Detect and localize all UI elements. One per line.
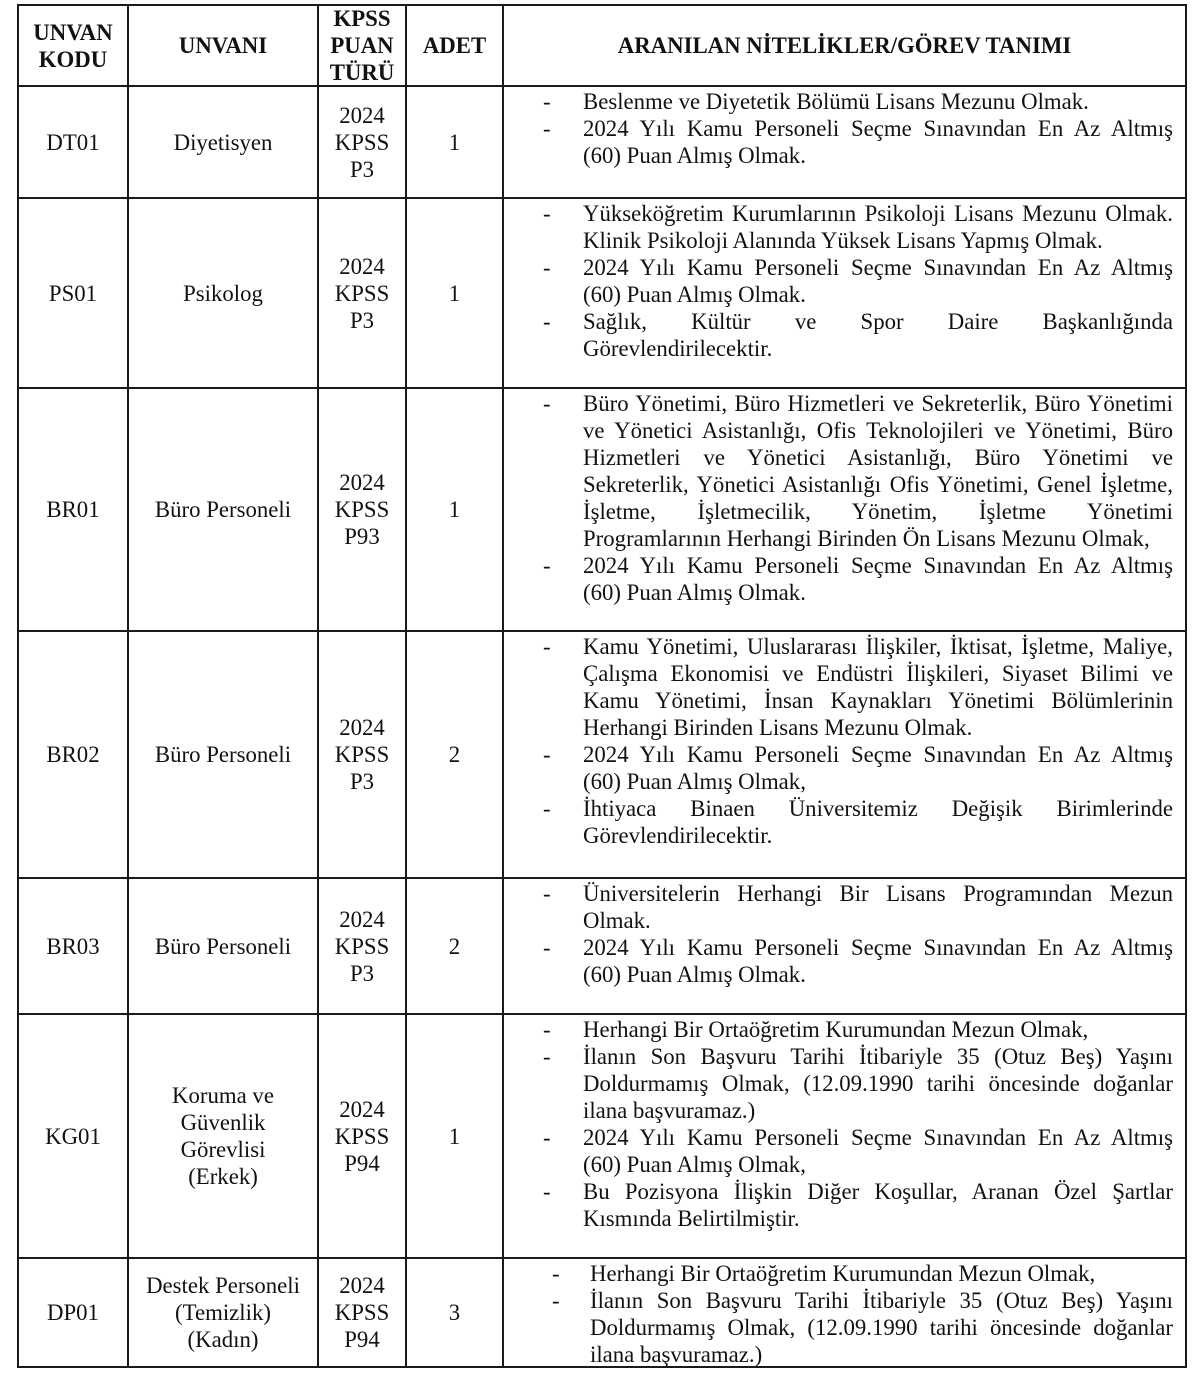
position-title-cell [129,1259,319,1368]
requirement-line: Bu Pozisyona İlişkin Diğer Koşullar, Aranan Özel Şartlar [583,1179,1173,1204]
requirement-line: Herhangi Birinden Lisans Mezunu Olmak. [583,715,973,740]
requirement-item [543,741,1185,795]
requirement-line: İhtiyaca Binaen Üniversitemiz Değişik Birimlerinde [583,796,1173,821]
requirement-text [583,741,1173,795]
kpss-score-type-cell [319,199,407,389]
requirement-item [543,795,1185,849]
kpss-score-type-cell [319,389,407,632]
position-title-line: Psikolog [183,280,263,306]
requirements-cell [504,632,1187,879]
position-count: 3 [448,1300,461,1325]
requirement-line: Doldurmamış Olmak, (12.09.1990 tarihi öncesinde doğanlar [583,1071,1173,1096]
requirement-text [583,1178,1173,1232]
position-count: 2 [448,742,461,767]
requirement-line: Herhangi Bir Ortaöğretim Kurumundan Mezun Olmak, [583,1017,1089,1042]
requirement-line: İlanın Son Başvuru Tarihi İtibariyle 35 (Otuz Beş) Yaşını [590,1288,1173,1313]
requirement-line: (60) Puan Almış Olmak. [583,143,806,168]
requirement-line: 2024 Yılı Kamu Personeli Seçme Sınavından En Az Altmış [583,553,1173,578]
position-count-cell [407,389,504,632]
position-count-cell [407,879,504,1015]
position-code: PS01 [48,280,98,306]
requirement-line: 2024 Yılı Kamu Personeli Seçme Sınavından En Az Altmış [583,255,1173,280]
requirement-item [543,308,1185,362]
requirement-text [583,934,1173,988]
requirement-text [583,633,1173,741]
requirement-line: Üniversitelerin Herhangi Bir Lisans Programından Mezun [583,881,1173,906]
requirements-cell [504,1259,1187,1368]
requirement-line: ilana başvuramaz.) [590,1342,763,1367]
position-code: BR03 [46,933,100,959]
header-requirements [504,6,1187,87]
requirement-text [583,308,1173,362]
bullet-dash: - [543,935,551,960]
position-title-cell [129,632,319,879]
position-title-cell [129,87,319,199]
position-title-line: (Erkek) [188,1164,258,1189]
position-count: 2 [448,933,461,959]
kpss-score-type-cell [319,87,407,199]
header-code-line: UNVAN [33,19,113,45]
requirement-item [543,1016,1185,1043]
requirement-line: Sağlık, Kültür ve Spor Daire Başkanlığında [583,309,1173,334]
kpss-score-type-line: P93 [344,524,380,549]
requirement-text [583,552,1173,606]
position-count: 1 [448,280,461,306]
position-code: KG01 [45,1123,101,1149]
kpss-score-type-line: KPSS [334,1300,390,1325]
position-title-cell [129,1015,319,1259]
requirement-line: 2024 Yılı Kamu Personeli Seçme Sınavından En Az Altmış [583,1125,1173,1150]
requirement-line: (60) Puan Almış Olmak. [583,580,806,605]
position-count-cell [407,87,504,199]
kpss-score-type-line: KPSS [334,933,390,959]
requirement-text [583,390,1173,552]
position-title-line: Görevlisi [180,1137,266,1162]
requirement-text [583,1043,1173,1124]
position-code: DT01 [46,129,100,155]
requirement-line: Programlarının Herhangi Birinden Ön Lisans Mezunu Olmak, [583,526,1150,551]
requirement-line: 2024 Yılı Kamu Personeli Seçme Sınavından En Az Altmış [583,742,1173,767]
kpss-score-type-line: 2024 [339,715,385,740]
kpss-score-type-cell [319,879,407,1015]
requirement-text [583,200,1173,254]
header-title-text: UNVANI [178,33,268,58]
bullet-dash: - [543,309,551,334]
bullet-dash: - [552,1288,560,1313]
bullet-dash: - [543,255,551,280]
positions-table [17,4,1187,1368]
requirement-item [543,880,1185,934]
kpss-score-type-line: KPSS [334,129,390,155]
requirement-text [583,115,1173,169]
header-requirements-text: ARANILAN NİTELİKLER/GÖREV TANIMI [617,33,1072,58]
kpss-score-type-line: 2024 [339,1096,385,1122]
kpss-score-type-line: KPSS [334,280,390,306]
position-count: 1 [448,129,461,155]
position-title-line: Büro Personeli [154,742,292,767]
kpss-score-type-line: 2024 [339,906,385,932]
position-code: DP01 [47,1300,99,1325]
kpss-score-type-cell [319,1015,407,1259]
header-kpss-line: KPSS [333,6,391,31]
position-title-line: (Kadın) [187,1327,259,1352]
position-title-line: Koruma ve [172,1083,274,1108]
requirement-line: Kamu Yönetimi, İnsan Kaynakları Yönetimi Bölümlerinin [583,688,1173,713]
kpss-score-type-cell [319,632,407,879]
requirement-item [543,1043,1185,1124]
kpss-score-type-line: 2024 [339,470,385,495]
position-count: 1 [448,497,461,522]
requirement-line: (60) Puan Almış Olmak. [583,962,806,987]
requirements-cell [504,87,1187,199]
requirement-line: Herhangi Bir Ortaöğretim Kurumundan Mezun Olmak, [590,1261,1096,1286]
bullet-dash: - [543,116,551,141]
requirement-text [583,88,1173,115]
kpss-score-type-line: 2024 [339,102,385,128]
requirement-item [552,1260,1185,1287]
requirement-line: ve Yönetici Asistanlığı, Ofis Teknolojileri ve Yönetimi, Büro [583,418,1173,443]
kpss-score-type-line: P3 [349,960,375,986]
requirement-line: İlanın Son Başvuru Tarihi İtibariyle 35 (Otuz Beş) Yaşını [583,1044,1173,1069]
requirement-text [583,795,1173,849]
requirement-line: 2024 Yılı Kamu Personeli Seçme Sınavından En Az Altmış [583,935,1173,960]
requirement-text [583,1016,1173,1043]
requirement-line: ilana başvuramaz.) [583,1098,756,1123]
bullet-dash: - [543,553,551,578]
position-code-cell [19,1015,129,1259]
requirements-cell [504,389,1187,632]
requirement-text [590,1260,1173,1287]
position-title-line: Güvenlik [180,1110,266,1135]
bullet-dash: - [543,89,551,114]
position-code-cell [19,879,129,1015]
requirement-item [543,552,1185,606]
position-title-cell [129,199,319,389]
kpss-score-type-line: P94 [344,1327,380,1352]
requirement-line: Yükseköğretim Kurumlarının Psikoloji Lisans Mezunu Olmak. [583,201,1173,226]
bullet-dash: - [543,634,551,659]
requirement-text [583,254,1173,308]
position-code-cell [19,199,129,389]
position-title-line: Destek Personeli [146,1273,300,1298]
requirement-item [552,1287,1185,1368]
requirement-line: Kamu Yönetimi, Uluslararası İlişkiler, İktisat, İşletme, Maliye, [583,634,1173,659]
kpss-score-type-line: KPSS [334,497,390,522]
header-kpss [319,6,407,87]
requirement-line: Görevlendirilecektir. [583,823,773,848]
requirement-item [543,1178,1185,1232]
requirement-line: Büro Yönetimi, Büro Hizmetleri ve Sekreterlik, Büro Yönetimi [583,391,1173,416]
requirement-item [543,633,1185,741]
requirement-line: Sekreterlik, Yönetici Asistanlığı Ofis Yönetimi, Genel İşletme, [583,472,1173,497]
requirement-item [543,1124,1185,1178]
requirement-text [583,880,1173,934]
requirement-item [543,390,1185,552]
requirements-cell [504,1015,1187,1259]
requirements-cell [504,879,1187,1015]
bullet-dash: - [543,391,551,416]
requirement-line: İşletme, İşletmecilik, Yönetim, İşletme Yönetimi [583,499,1173,524]
position-title-line: Büro Personeli [154,933,292,959]
requirement-line: (60) Puan Almış Olmak, [583,769,806,794]
position-title-cell [129,879,319,1015]
position-count-cell [407,199,504,389]
requirement-item [543,200,1185,254]
requirement-text [583,1124,1173,1178]
requirement-line: Kısmında Belirtilmiştir. [583,1206,800,1231]
position-code-cell [19,1259,129,1368]
requirement-item [543,254,1185,308]
header-count-text: ADET [422,33,487,58]
requirement-line: 2024 Yılı Kamu Personeli Seçme Sınavından En Az Altmış [583,116,1173,141]
requirement-text [590,1287,1173,1368]
header-title [129,6,319,87]
header-count [407,6,504,87]
position-count: 1 [448,1123,461,1149]
kpss-score-type-line: P3 [349,307,375,333]
requirements-cell [504,199,1187,389]
requirement-line: Beslenme ve Diyetetik Bölümü Lisans Mezunu Olmak. [583,89,1089,114]
kpss-score-type-line: P3 [349,156,375,182]
requirement-line: Olmak. [583,908,651,933]
requirement-item [543,88,1185,115]
kpss-score-type-cell [319,1259,407,1368]
bullet-dash: - [543,1017,551,1042]
header-kpss-line: PUAN [330,33,394,58]
kpss-score-type-line: 2024 [339,1273,385,1298]
kpss-score-type-line: P3 [349,769,375,794]
bullet-dash: - [543,881,551,906]
requirement-line: (60) Puan Almış Olmak, [583,1152,806,1177]
header-code-line: KODU [38,46,108,72]
header-code [19,6,129,87]
kpss-score-type-line: P94 [344,1150,380,1176]
position-title-cell [129,389,319,632]
position-count-cell [407,1259,504,1368]
bullet-dash: - [543,1179,551,1204]
requirement-line: (60) Puan Almış Olmak. [583,282,806,307]
kpss-score-type-line: KPSS [334,742,390,767]
requirement-line: Çalışma Ekonomisi ve Endüstri İlişkileri, Siyaset Bilimi ve [583,661,1173,686]
requirement-line: Hizmetleri ve Yönetici Asistanlığı, Büro Yönetimi ve [583,445,1173,470]
bullet-dash: - [543,201,551,226]
bullet-dash: - [543,796,551,821]
kpss-score-type-line: KPSS [334,1123,390,1149]
position-code: BR02 [46,742,100,767]
bullet-dash: - [543,742,551,767]
bullet-dash: - [552,1261,560,1286]
bullet-dash: - [543,1044,551,1069]
requirement-line: Doldurmamış Olmak, (12.09.1990 tarihi öncesinde doğanlar [590,1315,1173,1340]
kpss-score-type-line: 2024 [339,253,385,279]
requirement-line: Görevlendirilecektir. [583,336,773,361]
position-code-cell [19,389,129,632]
requirement-item [543,115,1185,169]
position-title-line: Büro Personeli [154,497,292,522]
requirement-line: Klinik Psikoloji Alanında Yüksek Lisans Yapmış Olmak. [583,228,1103,253]
position-title-line: (Temizlik) [175,1300,271,1325]
position-title-line: Diyetisyen [173,129,273,155]
position-count-cell [407,1015,504,1259]
position-count-cell [407,632,504,879]
bullet-dash: - [543,1125,551,1150]
requirement-item [543,934,1185,988]
header-kpss-line: TÜRÜ [329,60,395,85]
position-code-cell [19,87,129,199]
position-code: BR01 [46,497,100,522]
position-code-cell [19,632,129,879]
